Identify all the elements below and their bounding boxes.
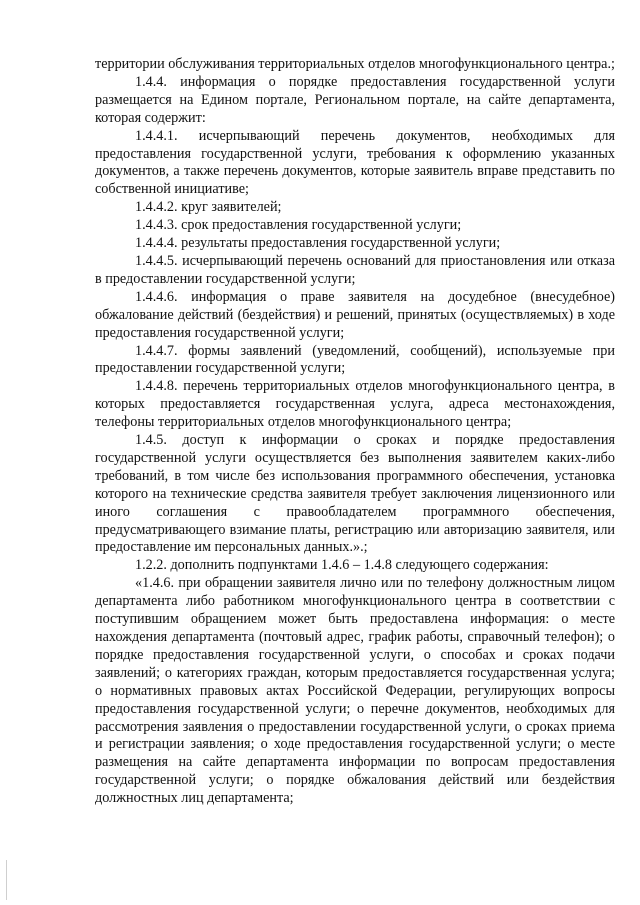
paragraph-territory-continuation: территории обслуживания территориальных отделов многофункционального центра.; — [95, 56, 615, 72]
paragraph-1-4-4-8: 1.4.4.8. перечень территориальных отделов многофункционального центра, в которых предоставляется государственная услуга, адреса местонахождения, телефоны территориальных отделов многофункционального центра; — [95, 378, 615, 431]
paragraph-1-4-5: 1.4.5. доступ к информации о сроках и порядке предоставления государственной услуги осуществляется без выполнения заявителем каких-либо требований, в том числе без использования программного обеспечения, установка которого на технические средства заявителя требует заключения лицензионного или иного соглашения с правообладателем программного обеспечения, предусматривающего взимание платы, регистрацию или авторизацию заявителя, или предоставление им персональных данных.».; — [95, 432, 615, 556]
paragraph-1-4-4-7: 1.4.4.7. формы заявлений (уведомлений, сообщений), используемые при предоставлении государственной услуги; — [95, 342, 615, 377]
paragraph-1-4-4-2: 1.4.4.2. круг заявителей; — [135, 199, 282, 216]
paragraph-1-4-4-6: 1.4.4.6. информация о праве заявителя на досудебное (внесудебное) обжалование действий (бездействия) и решений, принятых (осуществляемых) в ходе предоставления государственной услуги; — [95, 288, 615, 341]
paragraph-1-4-4-3: 1.4.4.3. срок предоставления государственной услуги; — [135, 217, 462, 234]
scan-edge-mark — [6, 860, 7, 900]
paragraph-1-2-2: 1.2.2. дополнить подпунктами 1.4.6 – 1.4.8 следующего содержания: — [135, 557, 549, 574]
document-body — [95, 56, 615, 808]
paragraph-1-4-4-5: 1.4.4.5. исчерпывающий перечень оснований для приостановления или отказа в предоставлении государственной услуги; — [95, 252, 615, 287]
paragraph-1-4-4-4: 1.4.4.4. результаты предоставления государственной услуги; — [135, 235, 501, 252]
paragraph-1-4-6: «1.4.6. при обращении заявителя лично или по телефону должностным лицом департамента либо работником многофункционального центра в соответствии с поступившим обращением может быть предоставлена информация: о месте нахождения департамента (почтовый адрес, график работы, справочный телефон); о порядке предоставления государственной услуги, о способах и сроках подачи заявлений; о категориях граждан, которым предоставляется государственная услуга; о нормативных правовых актах Российской Федерации, регулирующих вопросы предоставления государственной услуги; о перечне документов, необходимых для рассмотрения заявления о предоставлении государственной услуги, о сроках приема и регистрации заявления; о ходе предоставления государственной услуги; о месте размещения на сайте департамента информации по вопросам предоставления государственной услуги; о порядке обжалования действий или бездействия должностных лиц департамента; — [95, 575, 615, 807]
paragraph-1-4-4-1: 1.4.4.1. исчерпывающий перечень документов, необходимых для предоставления государственной услуги, требования к оформлению указанных документов, а также перечень документов, которые заявитель вправе представить по собственной инициативе; — [95, 127, 615, 198]
paragraph-1-4-4: 1.4.4. информация о порядке предоставления государственной услуги размещается на Едином портале, Региональном портале, на сайте департамента, которая содержит: — [95, 73, 615, 126]
